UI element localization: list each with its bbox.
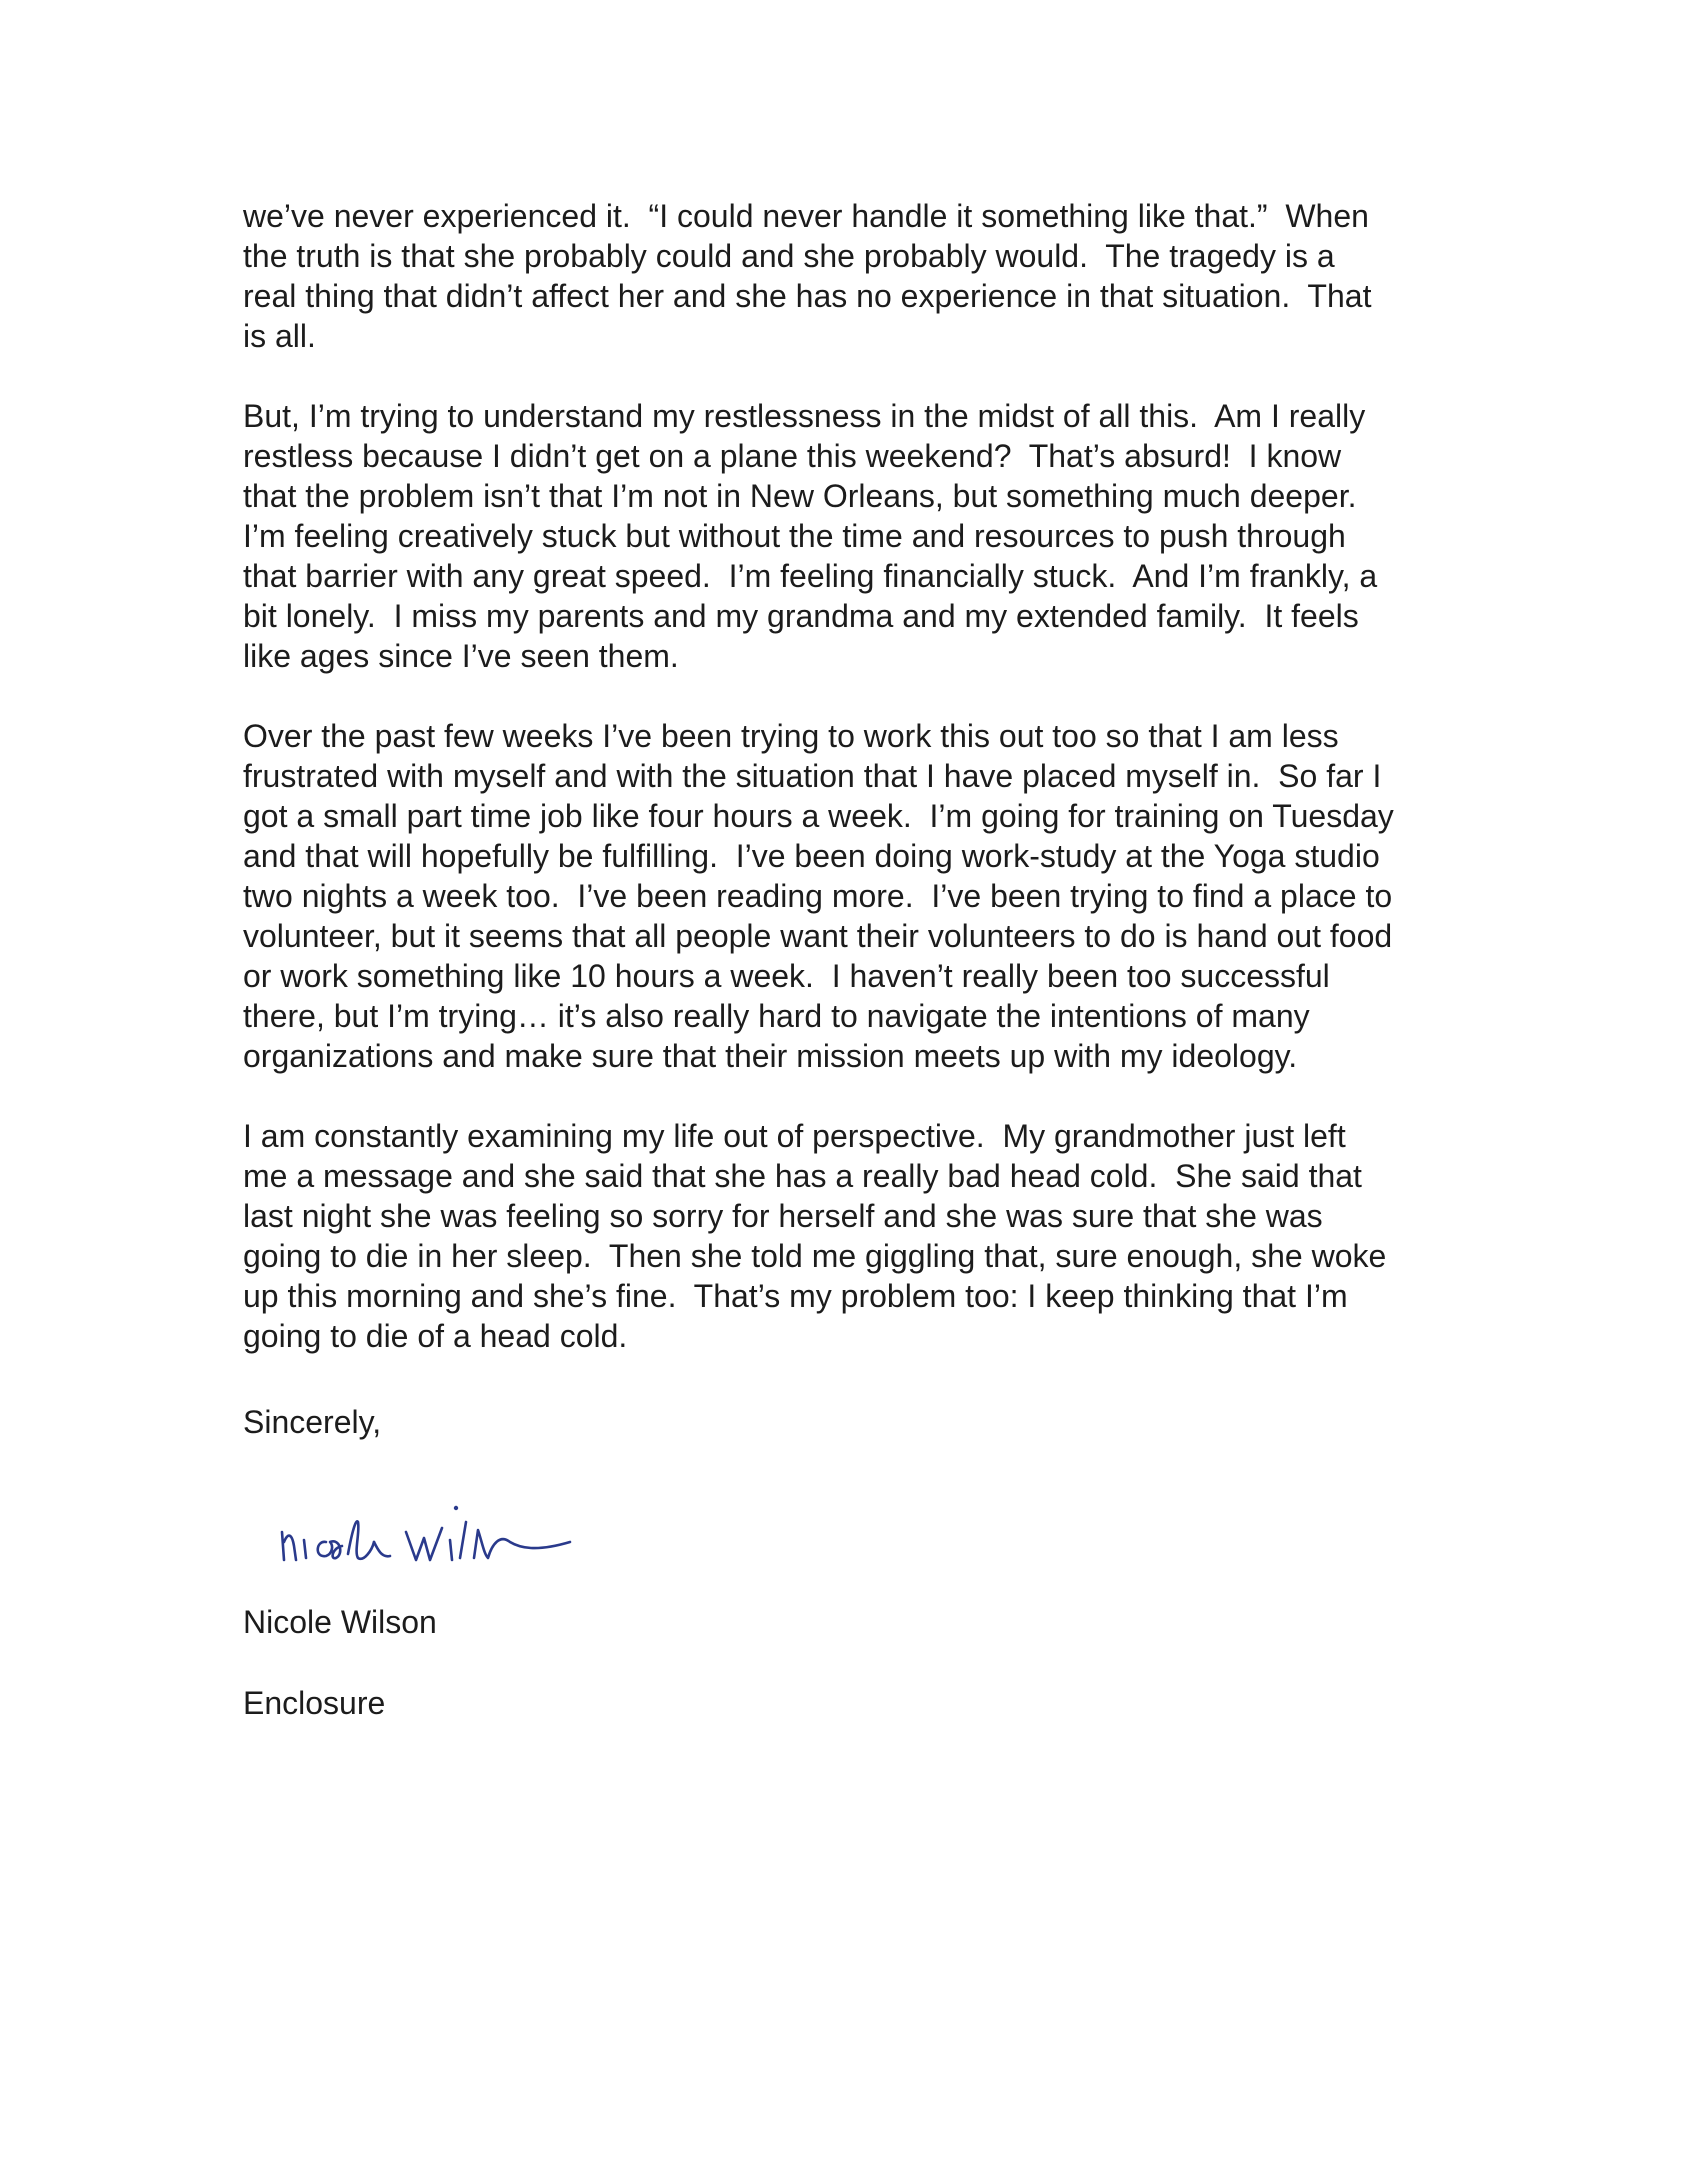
text-line: the truth is that she probably could and she probably would. The tragedy is a bbox=[243, 238, 1335, 274]
text-line: and that will hopefully be fulfilling. I’ve been doing work-study at the Yoga studio bbox=[243, 838, 1380, 874]
text-line: Over the past few weeks I’ve been trying to work this out too so that I am less bbox=[243, 718, 1339, 754]
enclosure-note: Enclosure bbox=[243, 1685, 386, 1721]
text-line: But, I’m trying to understand my restlessness in the midst of all this. Am I really bbox=[243, 398, 1366, 434]
text-line: going to die of a head cold. bbox=[243, 1318, 628, 1354]
text-line: is all. bbox=[243, 318, 316, 354]
text-line: organizations and make sure that their mission meets up with my ideology. bbox=[243, 1038, 1298, 1074]
text-line: real thing that didn’t affect her and she has no experience in that situation. That bbox=[243, 278, 1372, 314]
text-line: bit lonely. I miss my parents and my grandma and my extended family. It feels bbox=[243, 598, 1359, 634]
text-line: restless because I didn’t get on a plane this weekend? That’s absurd! I know bbox=[243, 438, 1342, 474]
text-line: there, but I’m trying… it’s also really hard to navigate the intentions of many bbox=[243, 998, 1310, 1034]
text-line: that the problem isn’t that I’m not in New Orleans, but something much deeper. bbox=[243, 478, 1357, 514]
text-line: volunteer, but it seems that all people want their volunteers to do is hand out food bbox=[243, 918, 1393, 954]
text-line: last night she was feeling so sorry for herself and she was sure that she was bbox=[243, 1198, 1323, 1234]
signature-image bbox=[270, 1462, 670, 1582]
text-line: got a small part time job like four hours a week. I’m going for training on Tuesday bbox=[243, 798, 1394, 834]
text-line: up this morning and she’s fine. That’s my problem too: I keep thinking that I’m bbox=[243, 1278, 1348, 1314]
text-line: that barrier with any great speed. I’m feeling financially stuck. And I’m frankly, a bbox=[243, 558, 1378, 594]
closing-salutation: Sincerely, bbox=[243, 1404, 382, 1440]
paragraph-2 bbox=[243, 396, 1483, 676]
signer-name: Nicole Wilson bbox=[243, 1604, 437, 1640]
text-line: I’m feeling creatively stuck but without the time and resources to push through bbox=[243, 518, 1346, 554]
paragraph-3 bbox=[243, 716, 1483, 1076]
paragraph-4 bbox=[243, 1116, 1483, 1356]
paragraph-1 bbox=[243, 196, 1483, 356]
text-line: or work something like 10 hours a week. I haven’t really been too successful bbox=[243, 958, 1330, 994]
text-line: going to die in her sleep. Then she told me giggling that, sure enough, she woke bbox=[243, 1238, 1387, 1274]
text-line: I am constantly examining my life out of perspective. My grandmother just left bbox=[243, 1118, 1346, 1154]
letter-body bbox=[243, 196, 1483, 1396]
text-line: we’ve never experienced it. “I could never handle it something like that.” When bbox=[243, 198, 1369, 234]
text-line: two nights a week too. I’ve been reading more. I’ve been trying to find a place to bbox=[243, 878, 1393, 914]
text-line: me a message and she said that she has a really bad head cold. She said that bbox=[243, 1158, 1362, 1194]
text-line: like ages since I’ve seen them. bbox=[243, 638, 679, 674]
text-line: frustrated with myself and with the situation that I have placed myself in. So far I bbox=[243, 758, 1382, 794]
